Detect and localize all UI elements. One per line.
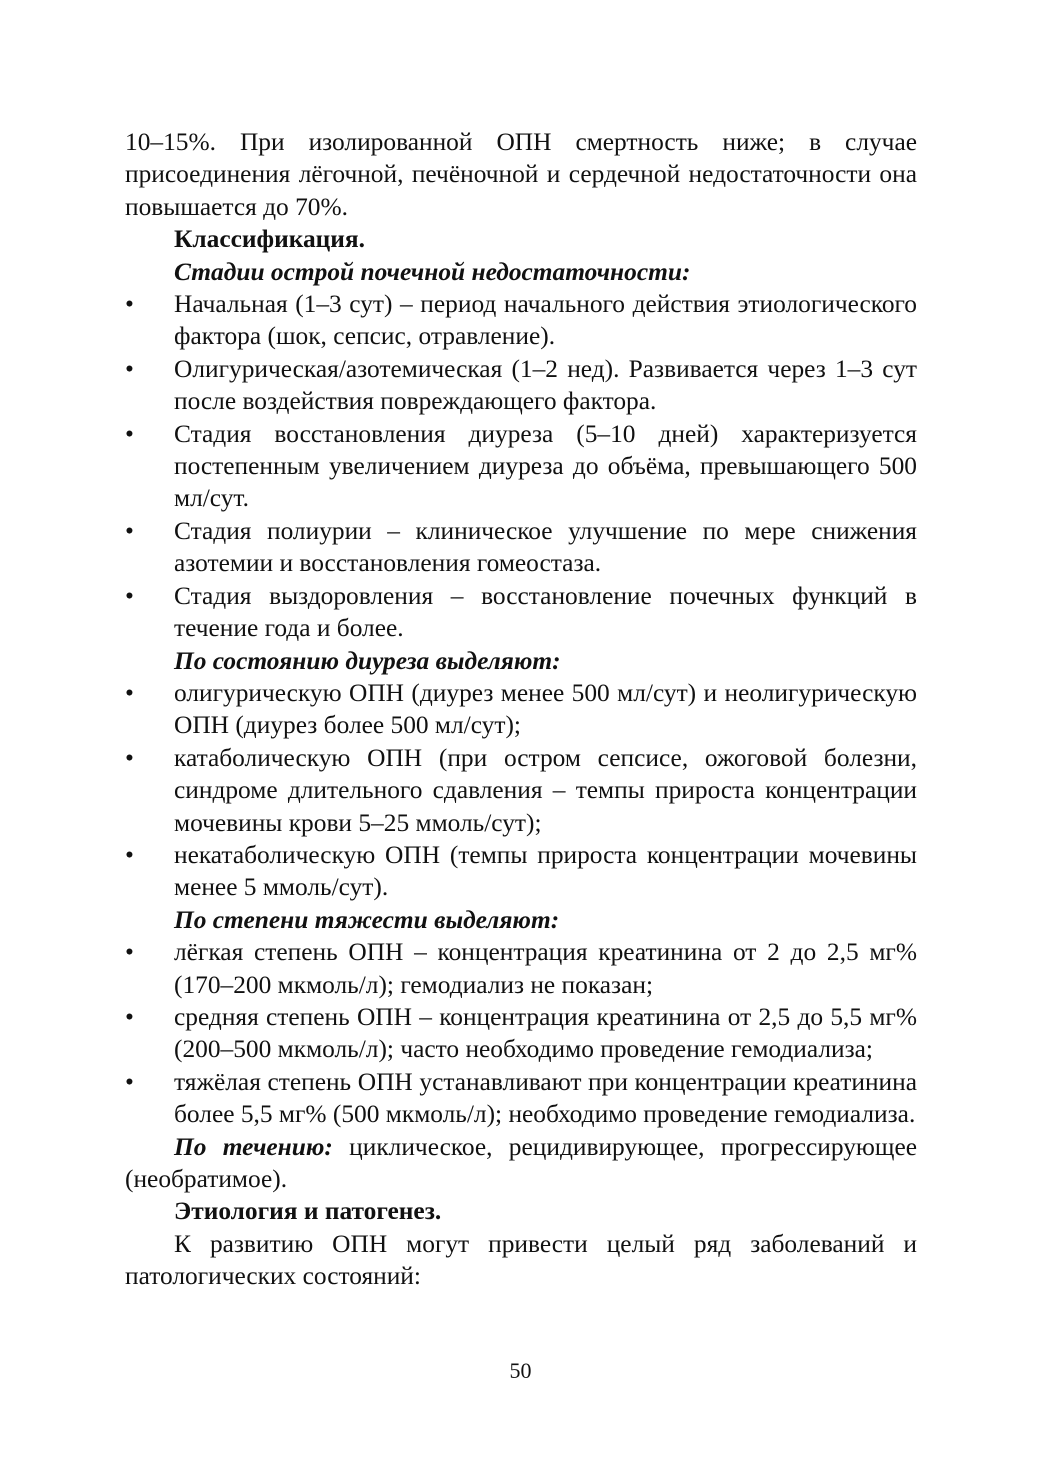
- list-item: [125, 742, 917, 839]
- diuresis-heading: По состоянию диуреза выделяют:: [174, 646, 561, 675]
- bullet-icon: •: [125, 516, 134, 545]
- bullet-icon: •: [125, 743, 134, 772]
- list-item-text: тяжёлая степень ОПН устанавливают при концентрации креатинина более 5,5 мг% (500 мкмоль/л); необходимо проведение гемодиализа.: [174, 1067, 917, 1129]
- bullet-icon: •: [125, 1002, 134, 1031]
- list-item: [125, 515, 917, 580]
- list-item: [125, 288, 917, 353]
- bullet-icon: •: [125, 938, 134, 967]
- diuresis-list: [125, 677, 917, 904]
- list-item: [125, 353, 917, 418]
- classification-heading: Классификация.: [174, 225, 365, 254]
- list-item: [125, 1066, 917, 1131]
- bullet-icon: •: [125, 840, 134, 869]
- bullet-icon: •: [125, 678, 134, 707]
- list-item: [125, 580, 917, 645]
- page-number: 50: [509, 1358, 532, 1383]
- bullet-icon: •: [125, 581, 134, 610]
- list-item-text: лёгкая степень ОПН – концентрация креатинина от 2 до 2,5 мг% (170–200 мкмоль/л); гемодиализ не показан;: [174, 938, 917, 999]
- etiology-heading: Этиология и патогенез.: [174, 1197, 442, 1226]
- list-item-text: некатаболическую ОПН (темпы прироста концентрации мочевины менее 5 ммоль/сут).: [174, 840, 917, 902]
- bullet-icon: •: [125, 419, 134, 448]
- list-item: [125, 418, 917, 515]
- intro-paragraph: 10–15%. При изолированной ОПН смертность ниже; в случае присоединения лёгочной, печёночной и сердечной недостаточности она повышается до 70%.: [125, 128, 917, 221]
- list-item: [125, 839, 917, 904]
- list-item: [125, 936, 917, 1001]
- etiology-paragraph: К развитию ОПН могут привести целый ряд заболеваний и патологических состояний:: [125, 1229, 917, 1291]
- list-item-text: Начальная (1–3 сут) – период начального действия этиологического фактора (шок, сепсис, отравление).: [174, 290, 917, 351]
- bullet-icon: •: [125, 354, 134, 383]
- bullet-icon: •: [125, 290, 134, 319]
- list-item-text: Олигурическая/азотемическая (1–2 нед). Развивается через 1–3 сут после воздействия повреждающего фактора.: [174, 354, 917, 416]
- list-item-text: Стадия выздоровления – восстановление почечных функций в течение года и более.: [174, 581, 917, 643]
- course-label: По течению:: [174, 1132, 333, 1161]
- severity-list: [125, 936, 917, 1130]
- list-item-text: средняя степень ОПН – концентрация креатинина от 2,5 до 5,5 мг% (200–500 мкмоль/л); часто необходимо проведение гемодиализа;: [174, 1002, 917, 1064]
- stages-list: [125, 288, 917, 644]
- bullet-icon: •: [125, 1067, 134, 1096]
- stages-heading: Стадии острой почечной недостаточности:: [174, 257, 691, 286]
- course-paragraph: [125, 1131, 917, 1196]
- list-item-text: катаболическую ОПН (при остром сепсисе, ожоговой болезни, синдроме длительного сдавления – темпы прироста концентрации мочевины крови 5–25 ммоль/сут);: [174, 743, 917, 837]
- list-item-text: Стадия восстановления диуреза (5–10 дней) характеризуется постепенным увеличением диуреза до объёма, превышающего 500 мл/сут.: [174, 419, 917, 513]
- list-item-text: олигурическую ОПН (диурез менее 500 мл/сут) и неолигурическую ОПН (диурез более 500 мл/сут);: [174, 678, 917, 740]
- list-item: [125, 1001, 917, 1066]
- course-text: циклическое, рецидивирующее, прогрессирующее (необратимое).: [125, 1132, 917, 1193]
- page-content: [125, 126, 917, 1293]
- list-item-text: Стадия полиурии – клиническое улучшение по мере снижения азотемии и восстановления гомеостаза.: [174, 516, 917, 578]
- severity-heading: По степени тяжести выделяют:: [174, 905, 560, 934]
- list-item: [125, 677, 917, 742]
